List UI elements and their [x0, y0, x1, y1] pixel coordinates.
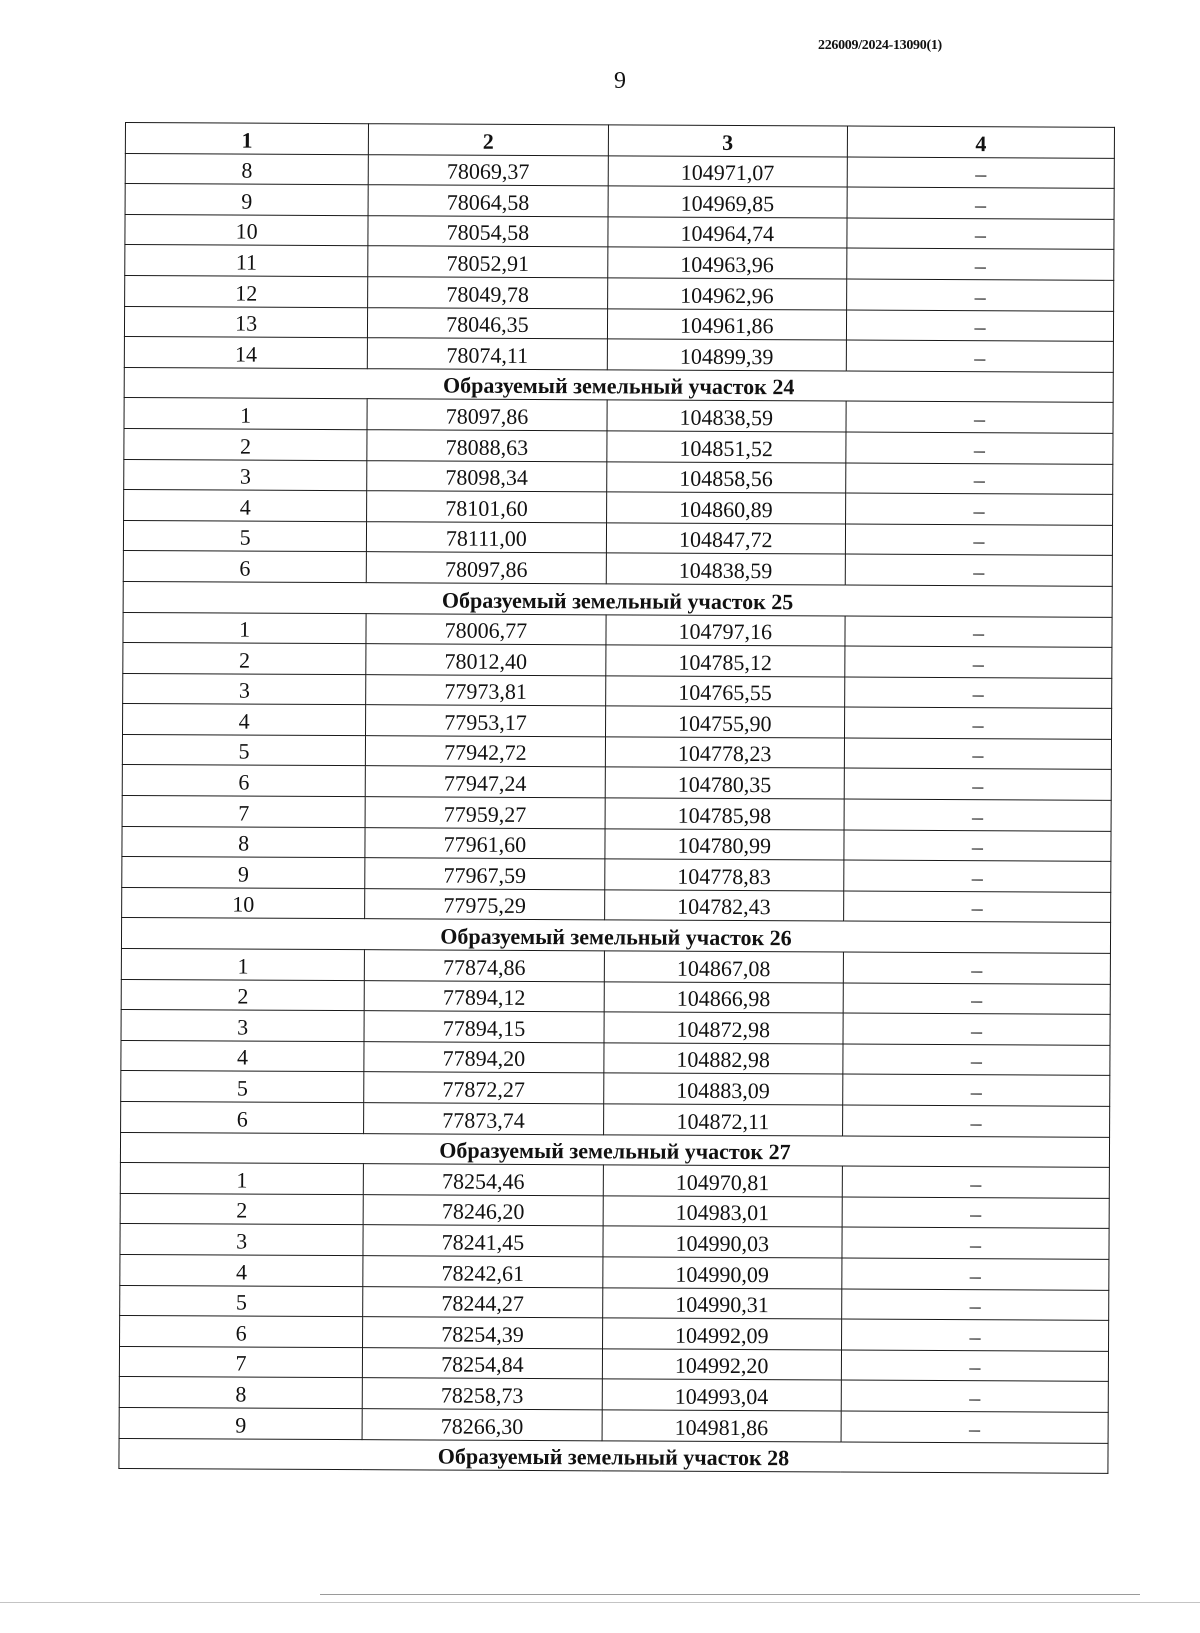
table-row	[119, 1377, 1108, 1412]
table-row	[119, 1407, 1108, 1442]
table-row	[123, 612, 1112, 647]
note-cell: –	[847, 157, 1114, 189]
y-coordinate-cell: 104860,89	[606, 492, 845, 524]
y-coordinate-cell: 104992,09	[602, 1318, 841, 1350]
document-number: 226009/2024-13090(1)	[818, 38, 942, 53]
section-row	[124, 367, 1113, 402]
table-row	[122, 734, 1111, 769]
y-coordinate-cell: 104867,08	[604, 951, 843, 983]
x-coordinate-cell: 78074,11	[368, 338, 607, 370]
table-row	[125, 214, 1114, 249]
x-coordinate-cell: 78254,39	[363, 1317, 602, 1349]
note-cell: –	[844, 738, 1111, 770]
x-coordinate-cell: 77961,60	[365, 827, 604, 859]
note-cell: –	[845, 677, 1112, 709]
section-row	[119, 1438, 1108, 1473]
note-cell: –	[842, 1166, 1109, 1198]
y-coordinate-cell: 104872,98	[604, 1012, 843, 1044]
note-cell: –	[846, 463, 1113, 495]
point-number-cell: 6	[121, 1101, 364, 1133]
point-number-cell: 10	[125, 214, 368, 246]
y-coordinate-cell: 104780,99	[605, 829, 844, 861]
table-row	[124, 398, 1113, 433]
y-coordinate-cell: 104992,20	[602, 1349, 841, 1381]
table-row	[121, 1071, 1110, 1106]
note-cell: –	[846, 401, 1113, 433]
y-coordinate-cell: 104755,90	[605, 706, 844, 738]
table-row	[124, 459, 1113, 494]
x-coordinate-cell: 77874,86	[365, 950, 604, 982]
point-number-cell: 10	[122, 887, 365, 919]
point-number-cell: 1	[120, 1163, 363, 1195]
table-row	[124, 428, 1113, 463]
note-cell: –	[844, 830, 1111, 862]
x-coordinate-cell: 78052,91	[368, 246, 607, 278]
y-coordinate-cell: 104971,07	[608, 155, 847, 187]
y-coordinate-cell: 104778,83	[604, 859, 843, 891]
header-cell-note: 4	[847, 126, 1114, 158]
table-row	[122, 857, 1111, 892]
point-number-cell: 13	[124, 306, 367, 338]
note-cell: –	[847, 248, 1114, 280]
note-cell: –	[842, 1258, 1109, 1290]
y-coordinate-cell: 104961,86	[607, 308, 846, 340]
point-number-cell: 3	[120, 1224, 363, 1256]
note-cell: –	[845, 616, 1112, 648]
y-coordinate-cell: 104838,59	[606, 553, 845, 585]
note-cell: –	[843, 1044, 1110, 1076]
note-cell: –	[843, 1074, 1110, 1106]
section-title: Образуемый земельный участок 25	[123, 581, 1112, 616]
note-cell: –	[843, 983, 1110, 1015]
x-coordinate-cell: 78097,86	[367, 399, 606, 431]
point-number-cell: 3	[121, 1010, 364, 1042]
x-coordinate-cell: 78049,78	[368, 277, 607, 309]
y-coordinate-cell: 104858,56	[606, 461, 845, 493]
table-row	[124, 306, 1113, 341]
note-cell: –	[844, 860, 1111, 892]
note-cell: –	[846, 310, 1113, 342]
y-coordinate-cell: 104765,55	[605, 676, 844, 708]
x-coordinate-cell: 78244,27	[363, 1286, 602, 1318]
table-row	[125, 184, 1114, 219]
y-coordinate-cell: 104778,23	[605, 737, 844, 769]
note-cell: –	[845, 524, 1112, 556]
table-row	[123, 643, 1112, 678]
x-coordinate-cell: 78246,20	[363, 1194, 602, 1226]
point-number-cell: 8	[125, 153, 368, 185]
point-number-cell: 9	[122, 857, 365, 889]
section-row	[121, 918, 1110, 953]
note-cell: –	[845, 646, 1112, 678]
x-coordinate-cell: 77894,20	[364, 1041, 603, 1073]
point-number-cell: 5	[122, 734, 365, 766]
point-number-cell: 4	[120, 1254, 363, 1286]
point-number-cell: 8	[122, 826, 365, 858]
table-row	[121, 949, 1110, 984]
note-cell: –	[843, 1013, 1110, 1045]
y-coordinate-cell: 104782,43	[604, 890, 843, 922]
x-coordinate-cell: 78111,00	[367, 521, 606, 553]
x-coordinate-cell: 77873,74	[364, 1103, 603, 1135]
point-number-cell: 2	[123, 643, 366, 675]
x-coordinate-cell: 78254,46	[364, 1164, 603, 1196]
y-coordinate-cell: 104847,72	[606, 523, 845, 555]
note-cell: –	[847, 187, 1114, 219]
table-row	[123, 673, 1112, 708]
y-coordinate-cell: 104797,16	[606, 614, 845, 646]
table-row	[123, 520, 1112, 555]
x-coordinate-cell: 78012,40	[366, 644, 605, 676]
point-number-cell: 5	[123, 520, 366, 552]
point-number-cell: 12	[125, 275, 368, 307]
header-row	[125, 123, 1114, 158]
note-cell: –	[842, 1197, 1109, 1229]
note-cell: –	[844, 707, 1111, 739]
table-row	[121, 979, 1110, 1014]
note-cell: –	[844, 891, 1111, 923]
point-number-cell: 6	[120, 1316, 363, 1348]
point-number-cell: 9	[119, 1407, 362, 1439]
note-cell: –	[846, 432, 1113, 464]
table-row	[125, 245, 1114, 280]
y-coordinate-cell: 104990,31	[602, 1287, 841, 1319]
x-coordinate-cell: 77975,29	[365, 889, 604, 921]
note-cell: –	[841, 1319, 1108, 1351]
point-number-cell: 11	[125, 245, 368, 277]
x-coordinate-cell: 78098,34	[367, 460, 606, 492]
scan-artifact-line	[320, 1594, 1140, 1595]
point-number-cell: 1	[123, 612, 366, 644]
x-coordinate-cell: 78046,35	[368, 307, 607, 339]
note-cell: –	[847, 279, 1114, 311]
note-cell: –	[844, 799, 1111, 831]
table-row	[121, 1010, 1110, 1045]
note-cell: –	[842, 1105, 1109, 1137]
note-cell: –	[841, 1350, 1108, 1382]
x-coordinate-cell: 78069,37	[368, 154, 607, 186]
x-coordinate-cell: 78064,58	[368, 185, 607, 217]
x-coordinate-cell: 78241,45	[363, 1225, 602, 1257]
header-cell-x: 2	[369, 124, 608, 156]
y-coordinate-cell: 104962,96	[607, 278, 846, 310]
x-coordinate-cell: 78097,86	[367, 552, 606, 584]
x-coordinate-cell: 77959,27	[365, 797, 604, 829]
y-coordinate-cell: 104785,98	[605, 798, 844, 830]
section-title: Образуемый земельный участок 24	[124, 367, 1113, 402]
table-row	[120, 1163, 1109, 1198]
table-row	[124, 490, 1113, 525]
x-coordinate-cell: 78242,61	[363, 1256, 602, 1288]
section-title: Образуемый земельный участок 27	[120, 1132, 1109, 1167]
point-number-cell: 4	[124, 490, 367, 522]
table-row	[124, 337, 1113, 372]
y-coordinate-cell: 104785,12	[605, 645, 844, 677]
note-cell: –	[842, 1289, 1109, 1321]
x-coordinate-cell: 78254,84	[363, 1347, 602, 1379]
note-cell: –	[842, 1227, 1109, 1259]
table-row	[120, 1224, 1109, 1259]
note-cell: –	[844, 768, 1111, 800]
table-row	[123, 551, 1112, 586]
y-coordinate-cell: 104990,03	[603, 1226, 842, 1258]
y-coordinate-cell: 104883,09	[603, 1073, 842, 1105]
x-coordinate-cell: 77894,12	[364, 980, 603, 1012]
point-number-cell: 5	[120, 1285, 363, 1317]
point-number-cell: 5	[121, 1071, 364, 1103]
table-row	[122, 796, 1111, 831]
y-coordinate-cell: 104964,74	[608, 217, 847, 249]
note-cell: –	[841, 1411, 1108, 1443]
y-coordinate-cell: 104838,59	[607, 400, 846, 432]
y-coordinate-cell: 104872,11	[603, 1104, 842, 1136]
table-row	[120, 1254, 1109, 1289]
table-row	[119, 1346, 1108, 1381]
point-number-cell: 1	[121, 949, 364, 981]
y-coordinate-cell: 104969,85	[608, 186, 847, 218]
page-number: 9	[614, 68, 626, 94]
table-row	[121, 1101, 1110, 1136]
x-coordinate-cell: 78266,30	[362, 1409, 601, 1441]
note-cell: –	[845, 554, 1112, 586]
note-cell: –	[847, 218, 1114, 250]
coordinates-table	[118, 122, 1115, 1474]
y-coordinate-cell: 104981,86	[602, 1410, 841, 1442]
y-coordinate-cell: 104990,09	[602, 1257, 841, 1289]
note-cell: –	[843, 952, 1110, 984]
x-coordinate-cell: 78088,63	[367, 430, 606, 462]
y-coordinate-cell: 104963,96	[607, 247, 846, 279]
point-number-cell: 1	[124, 398, 367, 430]
section-row	[120, 1132, 1109, 1167]
table-row	[123, 704, 1112, 739]
y-coordinate-cell: 104983,01	[603, 1196, 842, 1228]
point-number-cell: 6	[123, 551, 366, 583]
point-number-cell: 7	[119, 1346, 362, 1378]
table-row	[122, 826, 1111, 861]
section-title: Образуемый земельный участок 26	[121, 918, 1110, 953]
x-coordinate-cell: 77942,72	[366, 736, 605, 768]
point-number-cell: 6	[122, 765, 365, 797]
y-coordinate-cell: 104899,39	[607, 339, 846, 371]
x-coordinate-cell: 77872,27	[364, 1072, 603, 1104]
point-number-cell: 14	[124, 337, 367, 369]
y-coordinate-cell: 104882,98	[603, 1043, 842, 1075]
table-row	[122, 887, 1111, 922]
y-coordinate-cell: 104866,98	[604, 981, 843, 1013]
y-coordinate-cell: 104780,35	[605, 767, 844, 799]
table-header	[125, 123, 1114, 158]
y-coordinate-cell: 104970,81	[603, 1165, 842, 1197]
table-row	[122, 765, 1111, 800]
x-coordinate-cell: 77894,15	[364, 1011, 603, 1043]
table-row	[125, 153, 1114, 188]
table-row	[125, 275, 1114, 310]
point-number-cell: 2	[124, 428, 367, 460]
point-number-cell: 3	[123, 673, 366, 705]
x-coordinate-cell: 77967,59	[365, 858, 604, 890]
section-row	[123, 581, 1112, 616]
x-coordinate-cell: 77973,81	[366, 674, 605, 706]
table-row	[120, 1316, 1109, 1351]
x-coordinate-cell: 78101,60	[367, 491, 606, 523]
x-coordinate-cell: 78054,58	[368, 215, 607, 247]
note-cell: –	[841, 1380, 1108, 1412]
point-number-cell: 4	[121, 1040, 364, 1072]
x-coordinate-cell: 78258,73	[362, 1378, 601, 1410]
header-cell-point: 1	[125, 123, 368, 155]
scan-artifact-line	[0, 1602, 1200, 1603]
x-coordinate-cell: 77953,17	[366, 705, 605, 737]
point-number-cell: 8	[119, 1377, 362, 1409]
y-coordinate-cell: 104993,04	[602, 1379, 841, 1411]
point-number-cell: 3	[124, 459, 367, 491]
x-coordinate-cell: 77947,24	[365, 766, 604, 798]
section-title: Образуемый земельный участок 28	[119, 1438, 1108, 1473]
table-row	[121, 1040, 1110, 1075]
point-number-cell: 9	[125, 184, 368, 216]
y-coordinate-cell: 104851,52	[606, 431, 845, 463]
header-cell-y: 3	[608, 125, 847, 157]
point-number-cell: 2	[120, 1193, 363, 1225]
table-row	[120, 1193, 1109, 1228]
point-number-cell: 2	[121, 979, 364, 1011]
x-coordinate-cell: 78006,77	[366, 613, 605, 645]
point-number-cell: 4	[123, 704, 366, 736]
note-cell: –	[846, 340, 1113, 372]
table-row	[120, 1285, 1109, 1320]
table-body	[119, 153, 1114, 1473]
note-cell: –	[845, 493, 1112, 525]
point-number-cell: 7	[122, 796, 365, 828]
